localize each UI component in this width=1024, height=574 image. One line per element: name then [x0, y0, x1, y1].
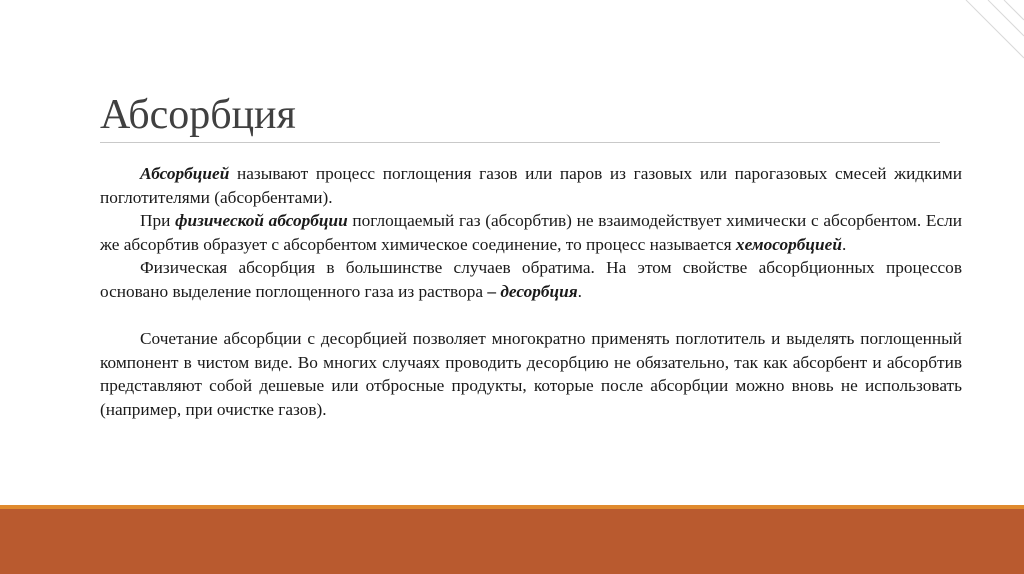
paragraph-combination-text: Сочетание абсорбции с десорбцией позволяет многократно применять поглотитель и выделять поглощенный компонент в чистом виде. Во многих случаях проводить десорбцию не обязательно, так как абсорбент и абсорбтив представляют собой дешевые или отбросные продукты, которые после абсорбции можно вновь не использовать (например, при очистке газов). [100, 329, 962, 419]
paragraph-physical-end: . [841, 234, 847, 254]
term-desorption: десорбция [500, 281, 578, 301]
slide-title: Абсорбция [100, 92, 296, 138]
paragraph-definition [100, 162, 962, 209]
paragraph-gap [100, 304, 962, 328]
paragraph-reversibility-text: Физическая абсорбция в большинстве случаев обратима. На этом свойстве абсорбционных процессов основано выделение поглощенного газа из раствора [100, 258, 962, 301]
term-chemisorption: хемосорбцией [735, 234, 842, 254]
slide-body [100, 162, 962, 422]
paragraph-physical-middle: поглощаемый газ (абсорбтив) не взаимодействует химически с абсорбентом. Если же абсорбтив образует с абсорбентом химическое соединение, то процесс называется [100, 211, 962, 254]
paragraph-physical-absorption [100, 209, 962, 256]
paragraph-definition-text: называют процесс поглощения газов или паров из газовых или парогазовых смесей жидкими поглотителями (абсорбентами). [100, 164, 962, 207]
term-physical-absorption: физической абсорбции [175, 211, 348, 231]
paragraph-combination [100, 327, 962, 421]
paragraph-reversibility-end: . [577, 281, 582, 301]
corner-decoration [914, 0, 1024, 110]
title-divider [100, 142, 940, 143]
footer-bar [0, 509, 1024, 574]
paragraph-reversibility-dash: – [487, 281, 497, 301]
paragraph-reversibility [100, 256, 962, 303]
term-absorption: Абсорбцией [140, 164, 230, 183]
paragraph-physical-before: При [140, 211, 176, 231]
